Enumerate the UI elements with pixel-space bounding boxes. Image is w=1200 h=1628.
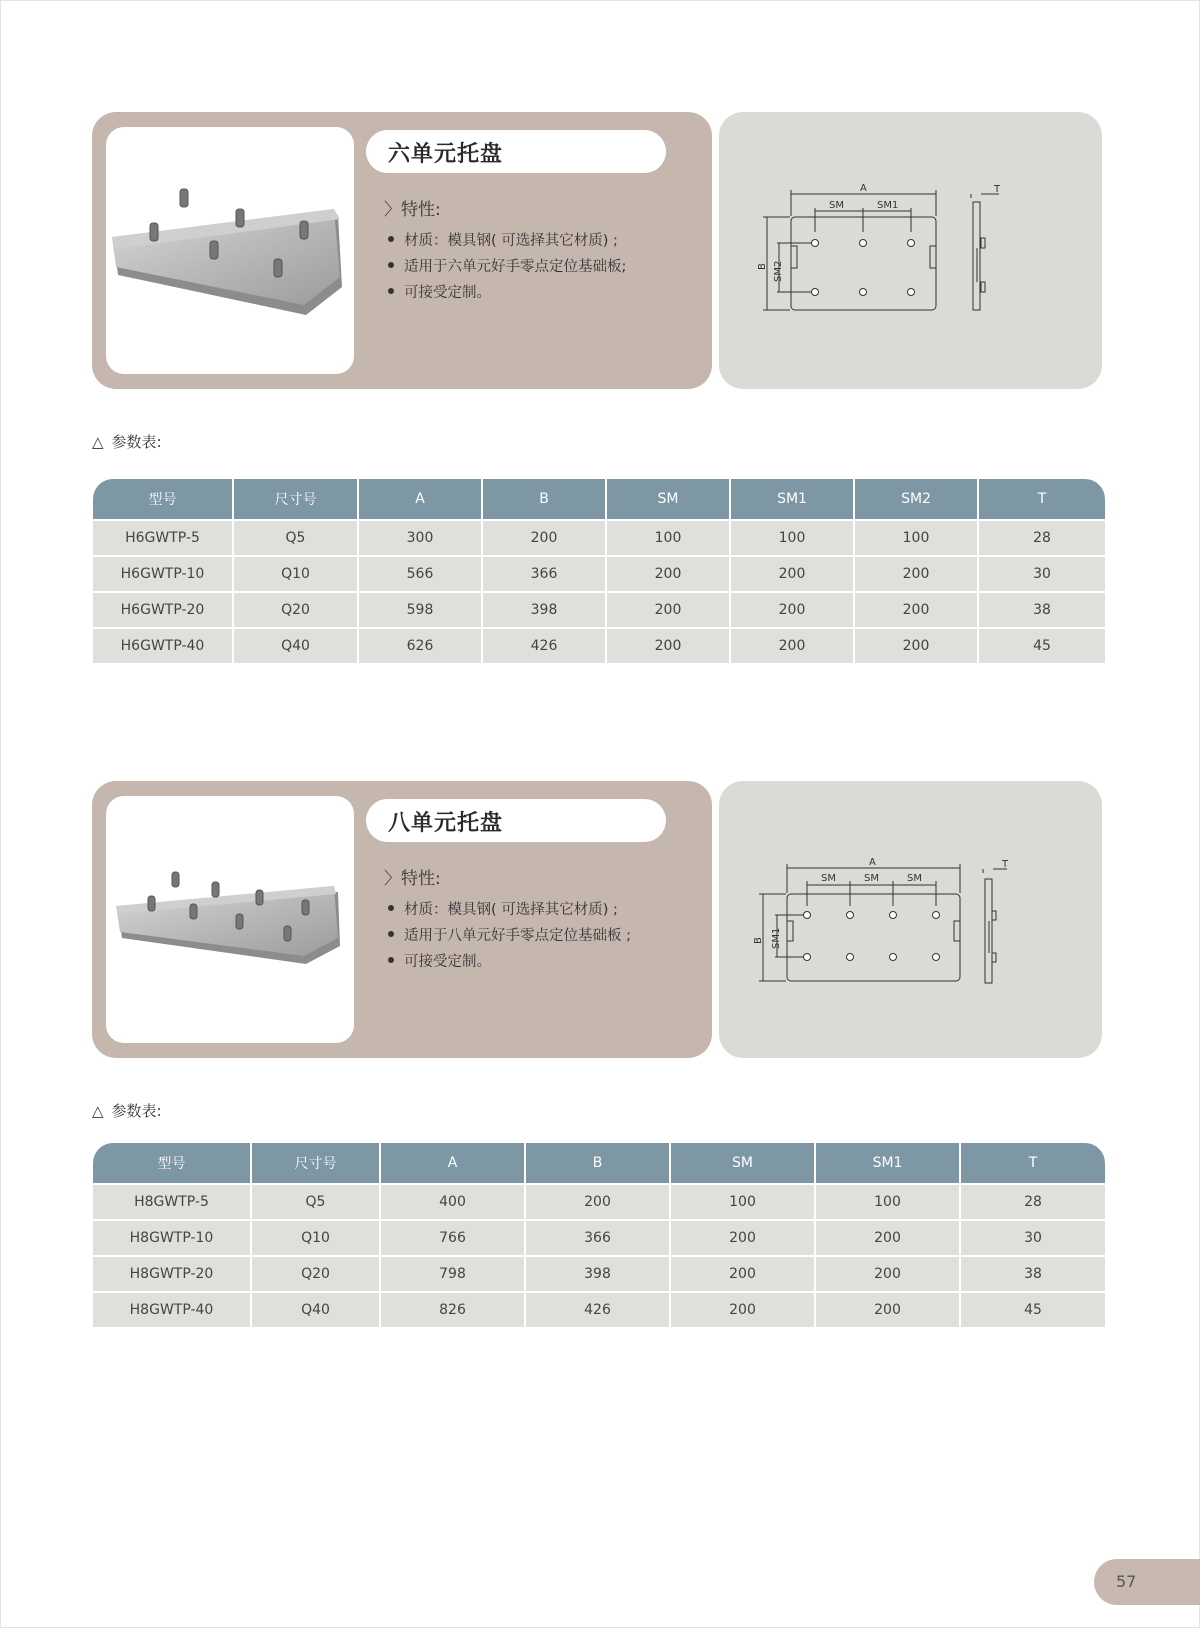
triangle-icon: △ [92, 1102, 104, 1120]
table-cell: 300 [359, 519, 483, 555]
table-cell: 100 [855, 519, 979, 555]
table-cell: 200 [607, 591, 731, 627]
column-header: 型号 [93, 479, 234, 519]
feature-text: 材质：模具钢( 可选择其它材质) ; [404, 233, 618, 249]
dimension-drawing [719, 781, 1102, 1058]
dim-label-t: T [994, 184, 1001, 195]
table-cell: H8GWTP-10 [93, 1219, 252, 1255]
table-cell: Q10 [234, 555, 359, 591]
table-cell: H8GWTP-20 [93, 1255, 252, 1291]
chevron-right-icon: 〉 [384, 200, 401, 220]
table-cell: 400 [381, 1183, 526, 1219]
page-number: 57 [1116, 1572, 1137, 1591]
dim-label-sm: SM [907, 873, 922, 884]
table-cell: 30 [979, 555, 1105, 591]
table-cell: 398 [526, 1255, 671, 1291]
table-cell: 200 [526, 1183, 671, 1219]
technical-drawing-six-unit [719, 112, 1102, 389]
feature-text: 可接受定制。 [404, 285, 491, 301]
table-cell: Q20 [252, 1255, 381, 1291]
table-cell: Q20 [234, 591, 359, 627]
product-title-pill [366, 799, 666, 842]
bullet-icon [388, 288, 394, 294]
table-cell: 366 [526, 1219, 671, 1255]
table-cell: 200 [855, 627, 979, 663]
table-cell: 426 [526, 1291, 671, 1327]
column-header: A [359, 479, 483, 519]
features-list [388, 897, 631, 975]
bullet-icon [388, 236, 394, 242]
table-cell: 100 [731, 519, 855, 555]
column-header: T [979, 479, 1105, 519]
table-cell: 45 [979, 627, 1105, 663]
page-number-tab [1094, 1559, 1200, 1605]
dim-label-sm: SM [864, 873, 879, 884]
triangle-icon: △ [92, 433, 104, 451]
spec-table-eight-unit [93, 1143, 1105, 1327]
table-cell: 200 [855, 591, 979, 627]
table-cell: 598 [359, 591, 483, 627]
tray-image [106, 796, 354, 1043]
table-cell: Q5 [252, 1183, 381, 1219]
product-title-pill [366, 130, 666, 173]
column-header: A [381, 1143, 526, 1183]
dim-label-b: B [753, 937, 764, 944]
bullet-icon [388, 262, 394, 268]
feature-item [388, 228, 626, 254]
dim-label-sm1: SM1 [877, 200, 899, 211]
table-cell: 200 [607, 555, 731, 591]
product-card-six-unit [92, 112, 712, 389]
table-row [93, 627, 1105, 663]
column-header: B [526, 1143, 671, 1183]
table-cell: H6GWTP-40 [93, 627, 234, 663]
table-cell: 200 [483, 519, 607, 555]
bullet-icon [388, 905, 394, 911]
features-heading-text: 特性: [401, 869, 441, 889]
dim-label-a: A [860, 183, 867, 194]
table-cell: Q40 [234, 627, 359, 663]
features-list [388, 228, 626, 306]
table-row [93, 1183, 1105, 1219]
param-table-label [92, 1100, 162, 1121]
feature-text: 可接受定制。 [404, 954, 491, 970]
table-cell: H6GWTP-20 [93, 591, 234, 627]
table-cell: 28 [979, 519, 1105, 555]
chevron-right-icon: 〉 [384, 869, 401, 889]
table-cell: 366 [483, 555, 607, 591]
features-heading [384, 195, 441, 220]
features-heading [384, 864, 441, 889]
dim-label-a: A [869, 857, 876, 868]
table-cell: H6GWTP-10 [93, 555, 234, 591]
bullet-icon [388, 957, 394, 963]
table-cell: 100 [671, 1183, 816, 1219]
product-card-eight-unit [92, 781, 712, 1058]
feature-item [388, 254, 626, 280]
table-row [93, 1255, 1105, 1291]
param-label-text: 参数表: [111, 1102, 162, 1120]
bullet-icon [388, 931, 394, 937]
table-cell: 398 [483, 591, 607, 627]
table-cell: Q40 [252, 1291, 381, 1327]
param-table-label [92, 431, 162, 452]
features-heading-text: 特性: [401, 200, 441, 220]
table-cell: 200 [671, 1219, 816, 1255]
feature-text: 适用于六单元好手零点定位基础板; [404, 259, 627, 275]
column-header: T [961, 1143, 1105, 1183]
table-cell: Q10 [252, 1219, 381, 1255]
table-cell: 100 [816, 1183, 961, 1219]
table-cell: 30 [961, 1219, 1105, 1255]
table-cell: 798 [381, 1255, 526, 1291]
table-header-row [93, 479, 1105, 519]
table-row [93, 591, 1105, 627]
table-row [93, 1291, 1105, 1327]
table-cell: H8GWTP-40 [93, 1291, 252, 1327]
feature-item [388, 923, 631, 949]
column-header: SM [607, 479, 731, 519]
feature-text: 材质：模具钢( 可选择其它材质) ; [404, 902, 618, 918]
column-header: SM [671, 1143, 816, 1183]
product-title: 六单元托盘 [388, 142, 504, 167]
param-label-text: 参数表: [111, 433, 162, 451]
technical-drawing-eight-unit [719, 781, 1102, 1058]
table-cell: 38 [961, 1255, 1105, 1291]
dim-label-sm: SM [829, 200, 844, 211]
table-cell: 200 [855, 555, 979, 591]
column-header: 型号 [93, 1143, 252, 1183]
table-cell: 426 [483, 627, 607, 663]
dim-label-sm: SM [821, 873, 836, 884]
feature-item [388, 280, 626, 306]
table-cell: 200 [731, 555, 855, 591]
table-row [93, 519, 1105, 555]
table-cell: 766 [381, 1219, 526, 1255]
column-header: SM1 [731, 479, 855, 519]
table-cell: 200 [816, 1291, 961, 1327]
dim-label-sm1: SM1 [771, 927, 782, 949]
product-photo-six-unit [106, 127, 354, 374]
column-header: B [483, 479, 607, 519]
table-cell: 200 [607, 627, 731, 663]
table-cell: 200 [731, 591, 855, 627]
table-cell: 200 [816, 1219, 961, 1255]
table-cell: 200 [731, 627, 855, 663]
table-cell: 200 [671, 1291, 816, 1327]
table-cell: 200 [816, 1255, 961, 1291]
table-cell: H6GWTP-5 [93, 519, 234, 555]
column-header: SM2 [855, 479, 979, 519]
feature-item [388, 949, 631, 975]
product-title: 八单元托盘 [388, 811, 504, 836]
table-cell: 100 [607, 519, 731, 555]
table-cell: H8GWTP-5 [93, 1183, 252, 1219]
feature-item [388, 897, 631, 923]
column-header: 尺寸号 [234, 479, 359, 519]
table-cell: 200 [671, 1255, 816, 1291]
dim-label-t: T [1002, 859, 1009, 870]
dimension-drawing [719, 112, 1102, 389]
table-cell: 45 [961, 1291, 1105, 1327]
table-cell: 38 [979, 591, 1105, 627]
spec-table-six-unit [93, 479, 1105, 663]
table-cell: 566 [359, 555, 483, 591]
column-header: 尺寸号 [252, 1143, 381, 1183]
product-photo-eight-unit [106, 796, 354, 1043]
feature-text: 适用于八单元好手零点定位基础板 ; [404, 928, 631, 944]
tray-image [106, 127, 354, 374]
table-cell: 28 [961, 1183, 1105, 1219]
table-cell: Q5 [234, 519, 359, 555]
table-header-row [93, 1143, 1105, 1183]
table-row [93, 555, 1105, 591]
dim-label-sm2: SM2 [773, 260, 784, 282]
table-row [93, 1219, 1105, 1255]
column-header: SM1 [816, 1143, 961, 1183]
table-cell: 626 [359, 627, 483, 663]
table-cell: 826 [381, 1291, 526, 1327]
dim-label-b: B [757, 263, 768, 270]
